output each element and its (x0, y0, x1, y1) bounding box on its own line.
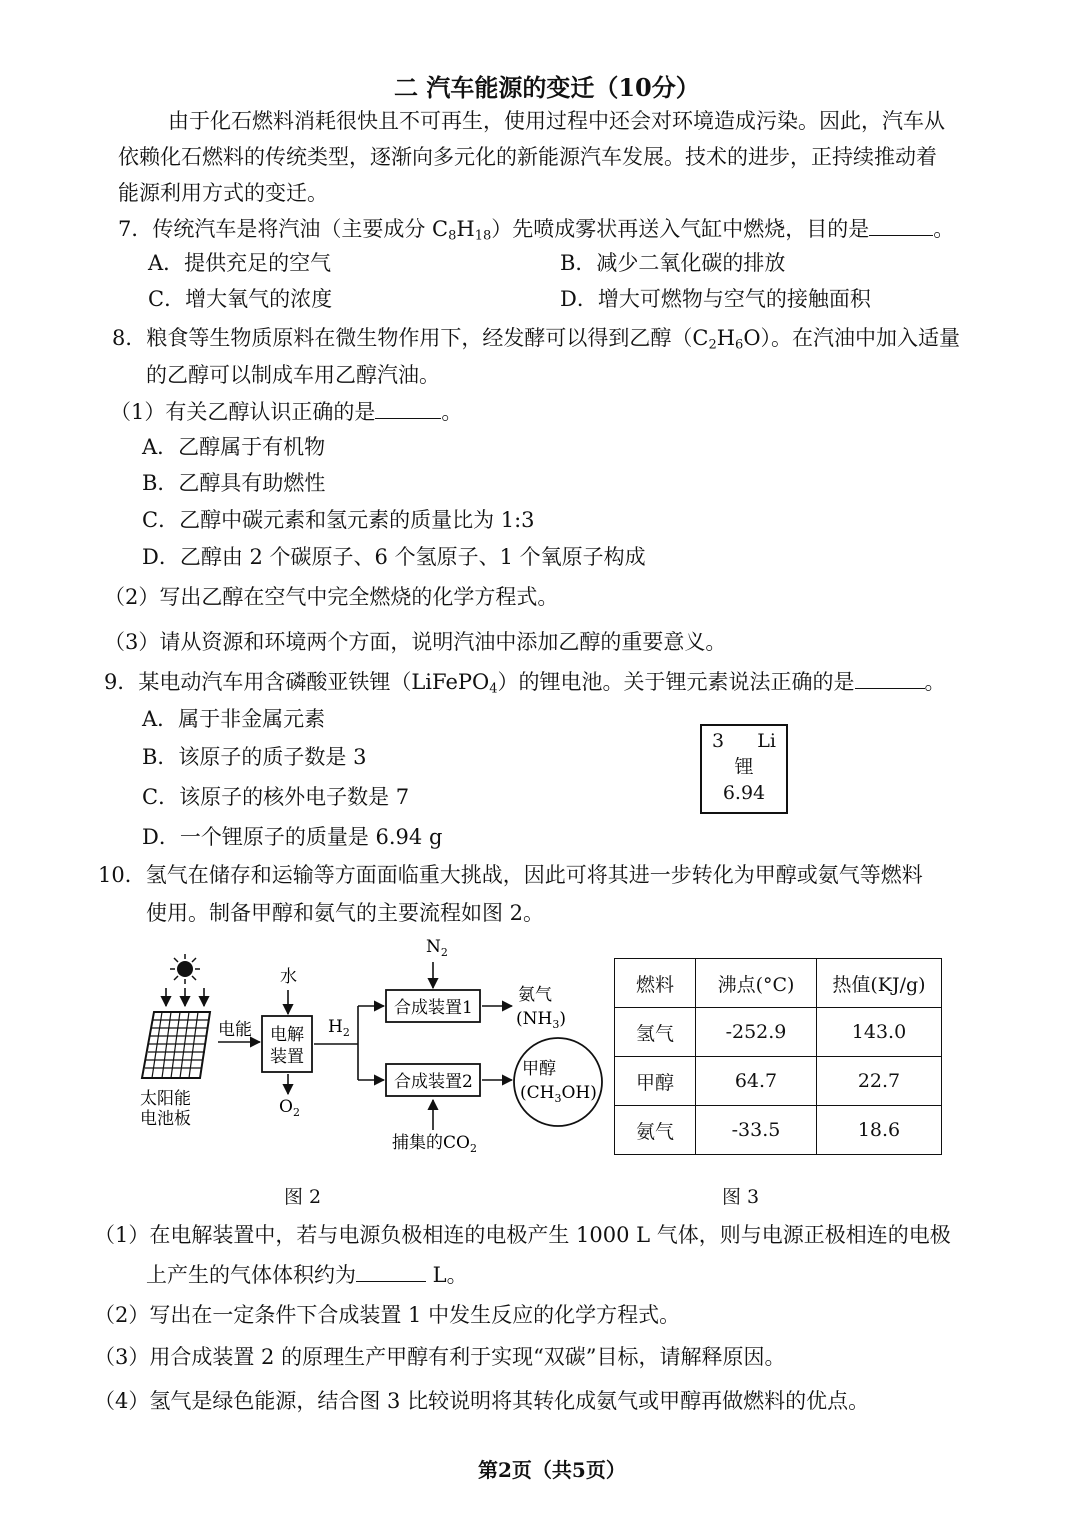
answer-blank[interactable] (375, 400, 441, 419)
table-cell: 18.6 (817, 1106, 942, 1155)
q10-stem-line-1: 10．氢气在储存和运输等方面面临重大挑战，因此可将其进一步转化为甲醇或氨气等燃料 (98, 863, 923, 887)
q10-part-1-line-1: （1）在电解装置中，若与电源负极相连的电极产生 1000 L 气体，则与电源正极相连的电极 (94, 1223, 951, 1247)
page-footer: 第2页（共5页） (478, 1458, 626, 1482)
q10-stem-line-2: 使用。制备甲醇和氨气的主要流程如图 2。 (146, 901, 545, 925)
q7-option-d: D．增大可燃物与空气的接触面积 (560, 287, 871, 311)
q8-part-1: （1）有关乙醇认识正确的是 。 (110, 400, 463, 424)
methanol-highlight-circle (514, 1038, 602, 1126)
q8-option-b: B．乙醇具有助燃性 (142, 471, 326, 495)
figure-2-flow-diagram (130, 934, 610, 1160)
q8-part-3: （3）请从资源和环境两个方面，说明汽油中添加乙醇的重要意义。 (104, 630, 727, 654)
figure-3-caption: 图 3 (722, 1186, 760, 1208)
table-cell: 22.7 (817, 1057, 942, 1106)
power-label: 电能 (218, 1020, 252, 1040)
lithium-element-card (700, 724, 788, 814)
sun-icon (170, 954, 200, 984)
electrolysis-label-2: 装置 (270, 1047, 304, 1067)
sunlight-arrows (166, 988, 204, 1006)
answer-blank[interactable] (356, 1263, 426, 1282)
q8-stem-line-1: 8．粮食等生物质原料在微生物作用下，经发酵可以得到乙醇$(C_2H_6O)$。在汽油中加入适量 (112, 326, 961, 353)
q10-part-3: （3）用合成装置 2 的原理生产甲醇有利于实现“双碳”目标，请解释原因。 (94, 1345, 786, 1369)
water-label: 水 (280, 967, 297, 987)
atomic-number: 3 (712, 730, 725, 752)
q9-stem: 9．某电动汽车用含磷酸亚铁锂（LiFePO$_4$）的锂电池。关于锂元素说法正确的是 。 (104, 670, 946, 697)
section-title: 二 汽车能源的变迁（10分） (394, 73, 700, 102)
q9-option-c: C．该原子的核外电子数是 7 (142, 785, 410, 809)
q7-option-c: C．增大氧气的浓度 (148, 287, 333, 311)
q9-option-d: D．一个锂原子的质量是 6.94 g (142, 825, 443, 849)
table-cell: 64.7 (696, 1057, 817, 1106)
q10-part-1-line-2: 上产生的气体体积约为 L。 (146, 1263, 468, 1287)
methanol-label-2: $(CH_3OH)$ (520, 1083, 597, 1105)
solar-label-1: 太阳能 (140, 1089, 191, 1109)
oxygen-label: $O_2$ (279, 1097, 300, 1119)
q8-option-c: C．乙醇中碳元素和氢元素的质量比为 1:3 (142, 508, 535, 532)
table-row (615, 1106, 942, 1155)
solar-label-2: 电池板 (140, 1109, 191, 1129)
q9-option-a: A．属于非金属元素 (142, 707, 326, 731)
q7-stem: 7．传统汽车是将汽油（主要成分 $C_8H_{18}$）先喷成雾状再送入气缸中燃烧，目的是 。 (118, 217, 955, 244)
table-row (615, 1008, 942, 1057)
q10-part-2: （2）写出在一定条件下合成装置 1 中发生反应的化学方程式。 (94, 1303, 681, 1327)
element-name: 锂 (734, 756, 754, 778)
solar-panel-icon (142, 1012, 210, 1078)
hydrogen-label: $H_2$ (328, 1017, 350, 1039)
synthesis-label-1: 合成装置1 (394, 998, 473, 1018)
table-cell: 氨气 (615, 1106, 696, 1155)
q10-part-4: （4）氢气是绿色能源，结合图 3 比较说明将其转化成氨气或甲醇再做燃料的优点。 (94, 1389, 870, 1413)
captured-co2-label: 捕集的$CO_2$ (392, 1133, 477, 1155)
intro-line-3: 能源利用方式的变迁。 (118, 181, 328, 205)
synthesis-label-2: 合成装置2 (394, 1072, 473, 1092)
table-cell: -252.9 (696, 1008, 817, 1057)
table-row (615, 1057, 942, 1106)
q8-option-a: A．乙醇属于有机物 (142, 435, 326, 459)
methanol-label-1: 甲醇 (522, 1059, 556, 1079)
ammonia-label-1: 氨气 (518, 985, 552, 1005)
element-symbol: Li (757, 730, 776, 752)
table-cell: 143.0 (817, 1008, 942, 1057)
table-cell: 氢气 (615, 1008, 696, 1057)
table-cell: 甲醇 (615, 1057, 696, 1106)
q7-option-b: B．减少二氧化碳的排放 (560, 251, 786, 275)
intro-line-1: 由于化石燃料消耗很快且不可再生，使用过程中还会对环境造成污染。因此，汽车从 (168, 109, 945, 133)
q8-part-2: （2）写出乙醇在空气中完全燃烧的化学方程式。 (104, 585, 559, 609)
nitrogen-label: $N_2$ (426, 937, 448, 959)
table-header-cell: 热值(KJ/g) (817, 959, 942, 1008)
q8-stem-line-2: 的乙醇可以制成车用乙醇汽油。 (146, 363, 440, 387)
table-header-cell: 燃料 (615, 959, 696, 1008)
figure-2-caption: 图 2 (284, 1186, 322, 1208)
answer-blank[interactable] (855, 670, 925, 689)
answer-blank[interactable] (869, 217, 933, 236)
table-cell: -33.5 (696, 1106, 817, 1155)
intro-line-2: 依赖化石燃料的传统类型，逐渐向多元化的新能源汽车发展。技术的进步，正持续推动着 (118, 145, 937, 169)
atomic-mass: 6.94 (722, 782, 766, 804)
ammonia-label-2: $(NH_3)$ (516, 1009, 566, 1031)
figure-3-fuel-table (614, 958, 942, 1155)
electrolysis-label-1: 电解 (270, 1025, 304, 1045)
table-header-row (615, 959, 942, 1008)
table-header-cell: 沸点(°C) (696, 959, 817, 1008)
q7-option-a: A．提供充足的空气 (148, 251, 332, 275)
q8-option-d: D．乙醇由 2 个碳原子、6 个氢原子、1 个氧原子构成 (142, 545, 646, 569)
q9-option-b: B．该原子的质子数是 3 (142, 745, 367, 769)
